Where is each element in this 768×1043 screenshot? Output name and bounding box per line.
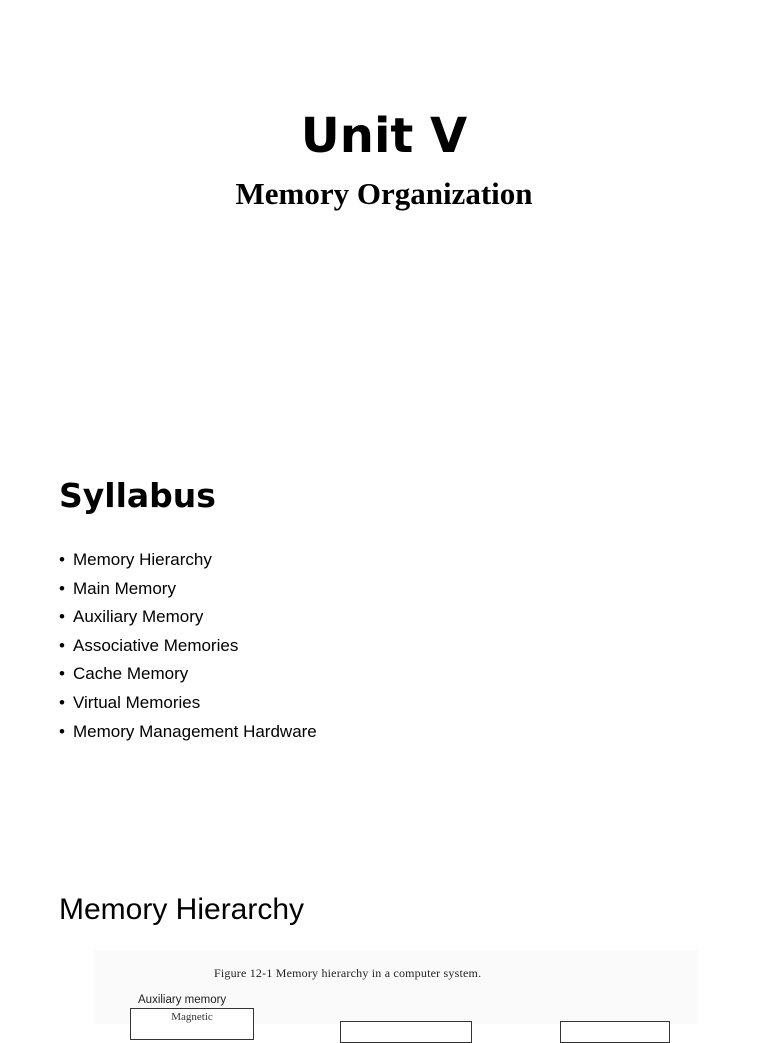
slide-title: Unit V xyxy=(300,108,468,164)
list-item xyxy=(59,546,317,575)
list-item xyxy=(59,632,317,661)
list-item-label: Auxiliary Memory xyxy=(73,607,204,627)
memory-hierarchy-figure xyxy=(94,950,698,1024)
list-item-label: Associative Memories xyxy=(73,635,239,655)
list-item xyxy=(59,660,317,689)
diagram-box xyxy=(560,1021,670,1043)
slide-subtitle: Memory Organization xyxy=(235,176,533,211)
diagram-box xyxy=(340,1021,472,1043)
list-item-label: Cache Memory xyxy=(73,664,189,684)
list-item xyxy=(59,575,317,604)
bullet-icon: • xyxy=(59,550,65,569)
bullet-icon: • xyxy=(59,607,65,627)
list-item xyxy=(59,603,317,632)
list-item-label: Virtual Memories xyxy=(73,692,201,712)
bullet-icon: • xyxy=(59,664,65,684)
bullet-icon: • xyxy=(59,692,65,712)
syllabus-list xyxy=(59,546,317,746)
auxiliary-memory-label: Auxiliary memory xyxy=(138,994,227,1006)
bullet-icon: • xyxy=(59,721,65,741)
list-item-label: Memory Hierarchy xyxy=(73,550,212,569)
magnetic-label: Magnetic xyxy=(171,1011,213,1023)
list-item xyxy=(59,718,317,747)
bullet-icon: • xyxy=(59,635,65,655)
memory-hierarchy-heading: Memory Hierarchy xyxy=(59,893,305,926)
figure-caption: Figure 12-1 Memory hierarchy in a computer system. xyxy=(214,966,482,980)
bullet-icon: • xyxy=(59,578,65,598)
list-item-label: Main Memory xyxy=(73,578,176,598)
list-item xyxy=(59,689,317,718)
syllabus-heading: Syllabus xyxy=(59,476,216,515)
list-item-label: Memory Management Hardware xyxy=(73,721,317,741)
magnetic-storage-box xyxy=(130,1008,254,1040)
